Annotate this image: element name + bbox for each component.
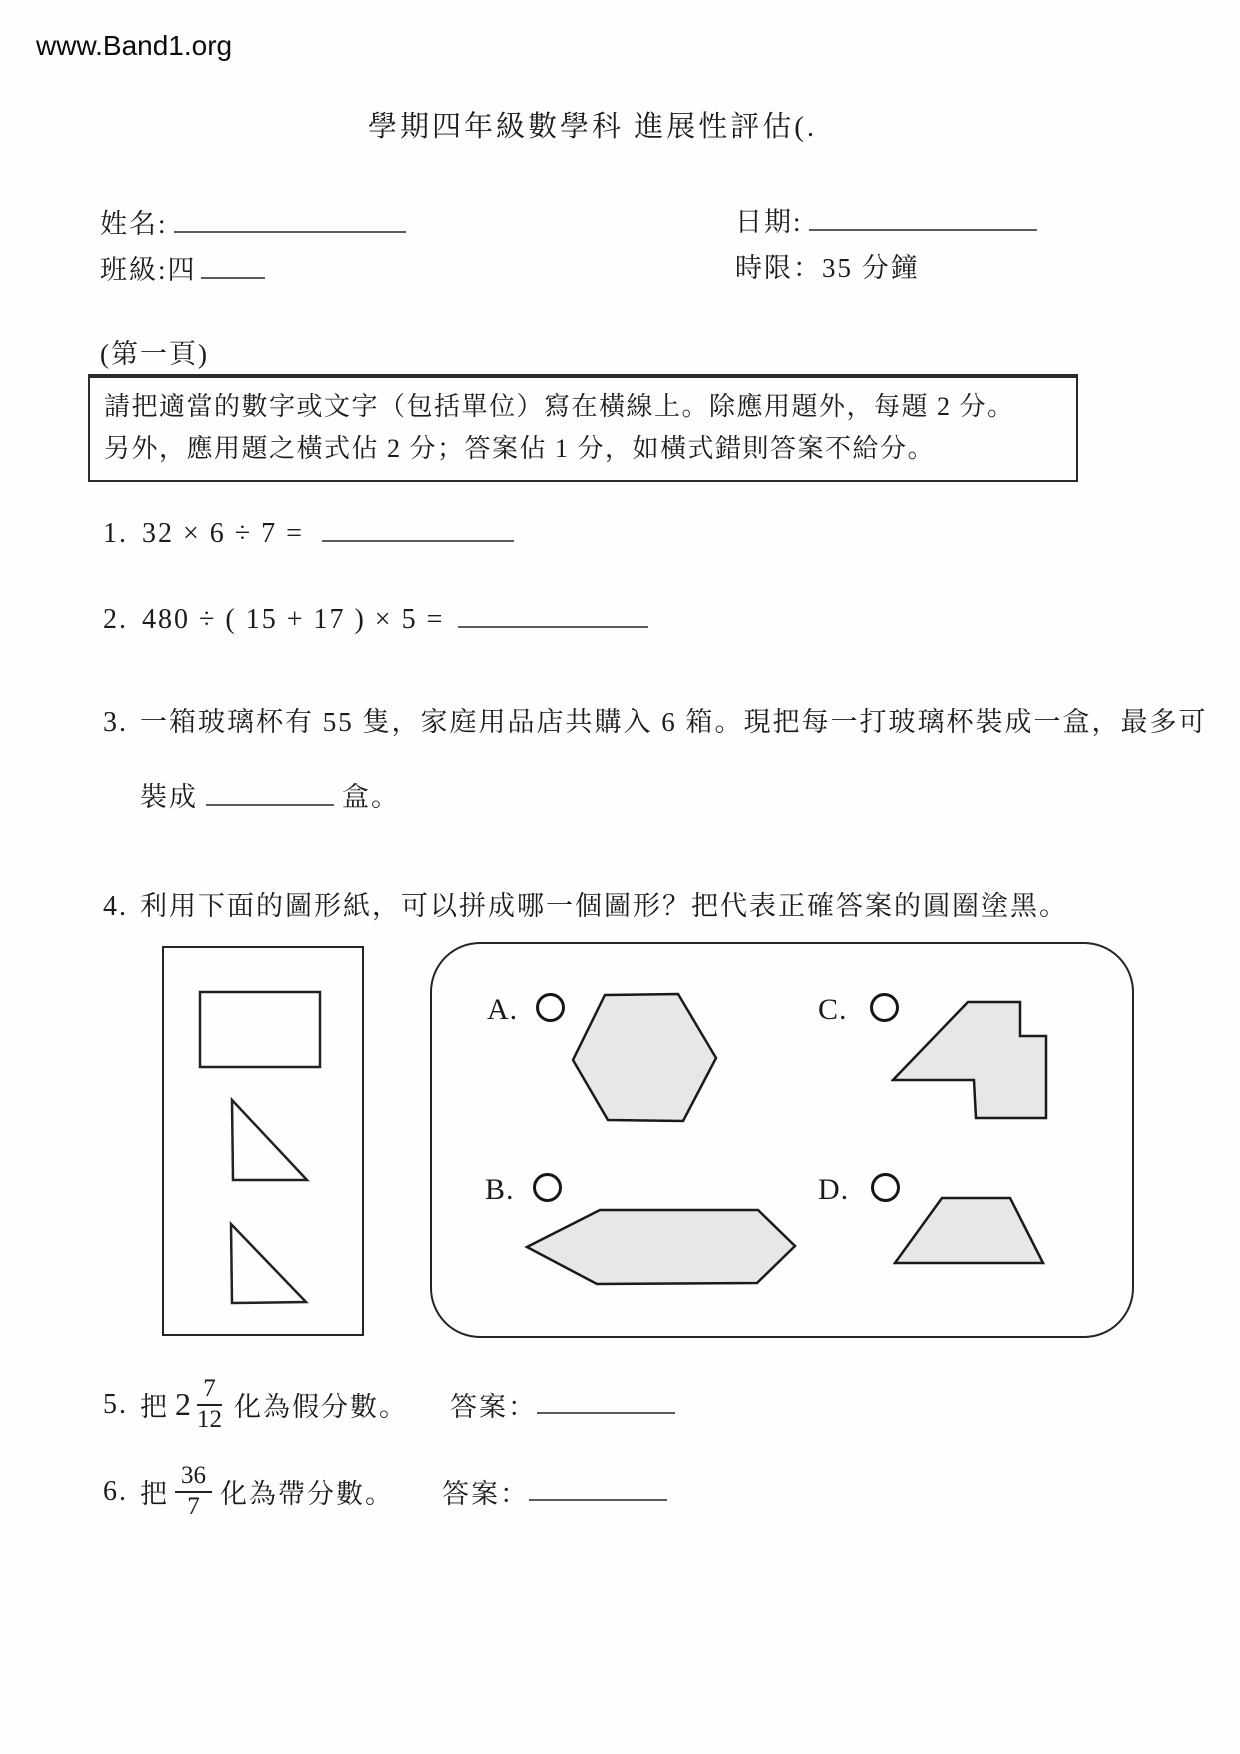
q2-answer-blank[interactable] — [458, 609, 648, 628]
option-d — [818, 1170, 900, 1207]
option-b-label: B. — [485, 1173, 515, 1206]
q1-number: 1. — [103, 518, 128, 549]
q5-whole-number: 2 — [175, 1386, 191, 1423]
q6-answer-label: 答案： — [442, 1479, 529, 1510]
time-limit-label: 時限：35 分鐘 — [735, 253, 920, 283]
watermark-url: www.Band1.org — [36, 30, 233, 61]
q6-answer-blank[interactable] — [529, 1482, 667, 1501]
page-marker: (第一頁) — [100, 339, 209, 369]
question-3-line2 — [140, 775, 400, 814]
paper-triangle-1 — [232, 1100, 307, 1180]
instruction-box — [88, 374, 1078, 482]
question-1 — [103, 518, 514, 550]
shape-paper-figures — [164, 948, 362, 1334]
q5-answer-label: 答案： — [450, 1392, 537, 1423]
q5-fraction-denominator: 12 — [197, 1405, 222, 1433]
page-title: 學期四年級數學科 進展性評估(. — [368, 111, 818, 143]
q5-fraction-numerator: 7 — [197, 1375, 222, 1406]
class-row — [100, 248, 265, 287]
q6-prefix: 把 — [140, 1479, 169, 1510]
q5-fraction — [193, 1375, 226, 1435]
q5-prefix: 把 — [140, 1392, 169, 1423]
paper-triangle-2 — [231, 1224, 306, 1303]
shape-paper-box — [162, 946, 364, 1336]
option-d-shape-trapezoid — [893, 1195, 1045, 1267]
q3-text2-prefix: 裝成 — [140, 782, 198, 812]
q1-answer-blank[interactable] — [322, 523, 514, 542]
q5-suffix: 化為假分數。 — [234, 1392, 408, 1423]
date-row — [735, 200, 1037, 239]
option-b-bubble[interactable] — [533, 1173, 562, 1202]
option-b-shape-elongated-hexagon — [523, 1206, 799, 1288]
question-5 — [103, 1375, 675, 1435]
option-a-shape-hexagon — [570, 991, 720, 1125]
q4-text: 利用下面的圖形紙，可以拼成哪一個圖形？把代表正確答案的圓圈塗黑。 — [140, 891, 1068, 921]
question-2 — [103, 604, 648, 636]
q2-expression: 480 ÷ ( 15 + 17 ) × 5 = — [142, 604, 445, 635]
question-3-line1 — [103, 700, 1208, 739]
q3-number: 3. — [103, 707, 128, 738]
class-label: 班級:四 — [100, 255, 197, 285]
class-blank[interactable] — [201, 260, 265, 279]
question-4 — [103, 884, 1068, 923]
q6-fraction-numerator: 36 — [175, 1462, 212, 1493]
date-label: 日期: — [735, 207, 803, 237]
q6-fraction-denominator: 7 — [187, 1492, 200, 1520]
option-c-label: C. — [818, 993, 848, 1026]
paper-rectangle — [200, 992, 320, 1067]
q4-number: 4. — [103, 891, 128, 922]
q1-expression: 32 × 6 ÷ 7 = — [142, 518, 304, 549]
time-limit-row — [735, 246, 920, 285]
instruction-line-2: 另外，應用題之橫式佔 2 分；答案佔 1 分，如橫式錯則答案不給分。 — [104, 434, 936, 464]
q6-suffix: 化為帶分數。 — [220, 1479, 394, 1510]
option-c-shape-step-polygon — [891, 1000, 1049, 1122]
date-blank[interactable] — [809, 212, 1037, 231]
name-blank[interactable] — [174, 214, 406, 233]
q3-text: 一箱玻璃杯有 55 隻，家庭用品店共購入 6 箱。現把每一打玻璃杯裝成一盒，最多可 — [140, 707, 1208, 737]
q5-number: 5. — [103, 1388, 128, 1420]
q6-fraction — [175, 1462, 212, 1522]
q6-number: 6. — [103, 1475, 128, 1507]
q5-answer-blank[interactable] — [537, 1395, 675, 1414]
option-b — [485, 1170, 562, 1207]
name-row — [100, 202, 406, 241]
q2-number: 2. — [103, 604, 128, 635]
option-a-label: A. — [487, 993, 519, 1026]
q3-text2-suffix: 盒。 — [342, 782, 400, 812]
option-c — [818, 990, 899, 1027]
instruction-line-1: 請把適當的數字或文字（包括單位）寫在橫線上。除應用題外，每題 2 分。 — [104, 392, 1015, 421]
name-label: 姓名: — [100, 209, 168, 239]
option-d-label: D. — [818, 1173, 850, 1206]
q3-answer-blank[interactable] — [206, 787, 334, 806]
option-a-bubble[interactable] — [536, 993, 565, 1022]
option-a — [487, 990, 565, 1027]
question-6 — [103, 1462, 667, 1522]
